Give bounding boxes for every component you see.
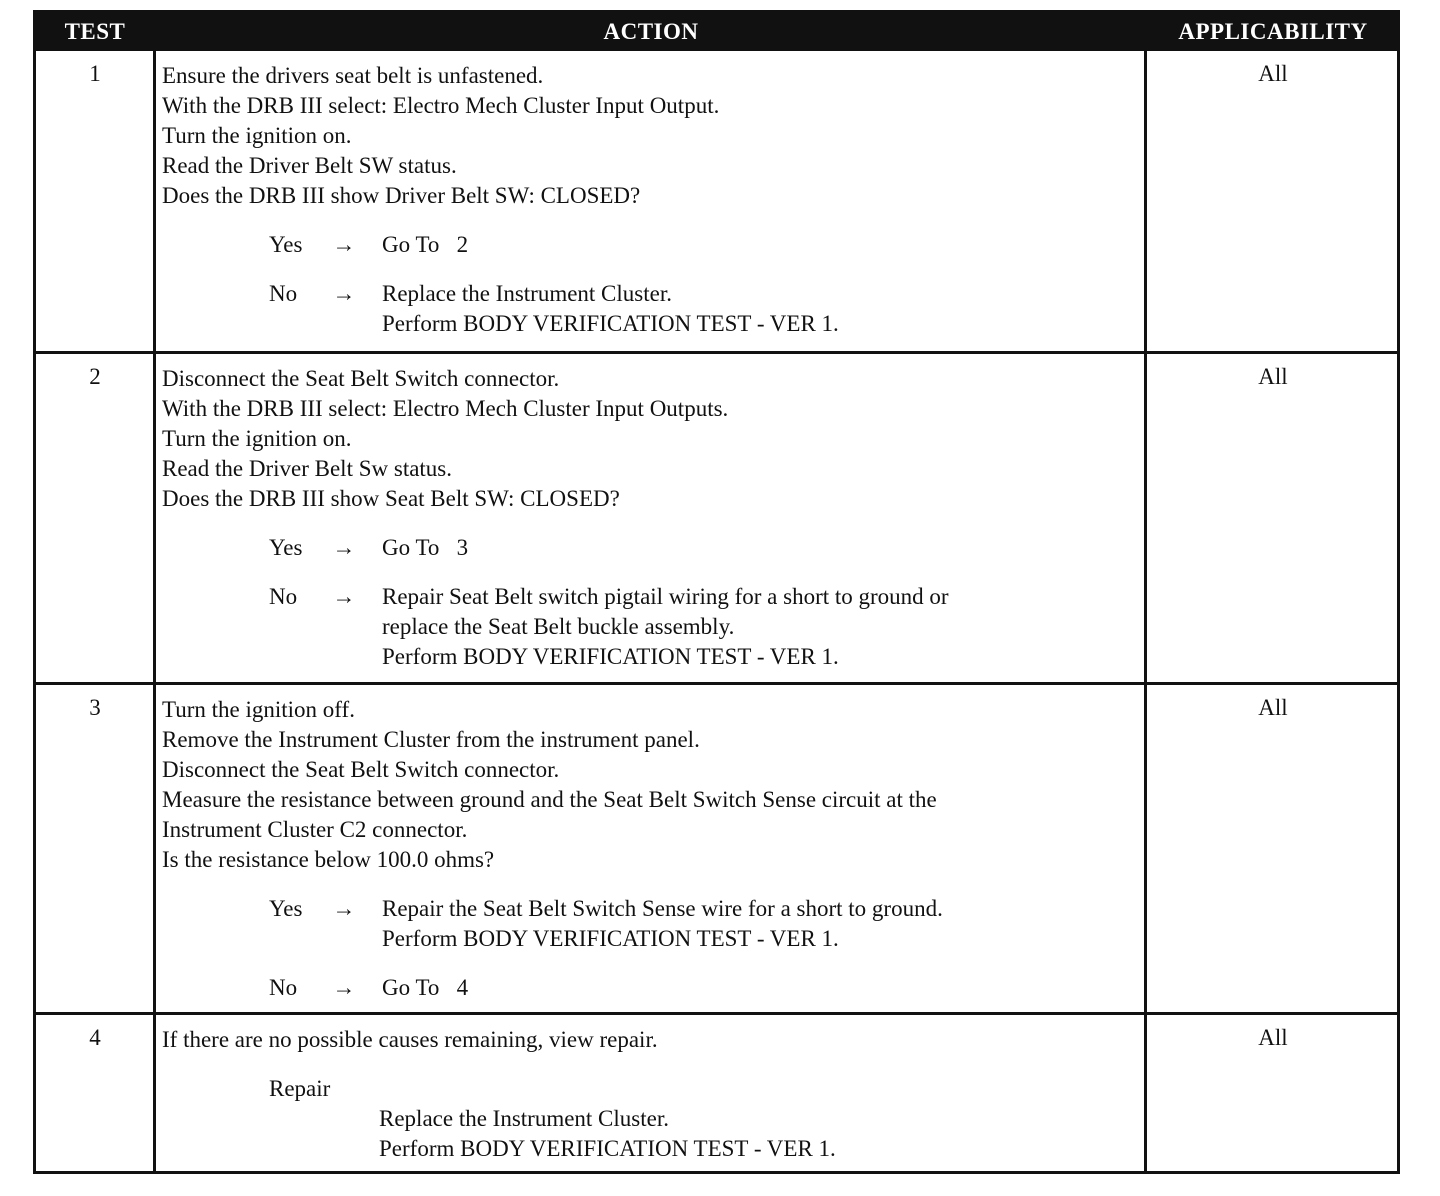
step-text: Does the DRB III show Seat Belt SW: CLOSED? xyxy=(162,486,620,511)
step-text: Turn the ignition on. xyxy=(162,426,352,451)
action-cell xyxy=(162,1025,1147,1164)
step-text: With the DRB III select: Electro Mech Cluster Input Output. xyxy=(162,93,720,118)
result-text: Perform BODY VERIFICATION TEST - VER 1. xyxy=(382,926,839,951)
yes-result xyxy=(162,230,1147,260)
yes-result xyxy=(162,894,1147,954)
no-label: No xyxy=(269,281,298,306)
step-text: Disconnect the Seat Belt Switch connector. xyxy=(162,757,560,782)
result-text: Replace the Instrument Cluster. xyxy=(382,281,672,306)
table-header xyxy=(36,13,1397,51)
no-result xyxy=(162,582,1147,672)
table-row xyxy=(36,354,1397,682)
right-arrow-icon: → xyxy=(332,281,356,306)
right-arrow-icon: → xyxy=(332,975,356,1000)
header-test: TEST xyxy=(64,19,126,44)
result-text: Perform BODY VERIFICATION TEST - VER 1. xyxy=(382,644,839,669)
table-row xyxy=(36,1015,1397,1171)
right-arrow-icon: → xyxy=(332,584,356,609)
yes-label: Yes xyxy=(269,535,303,560)
no-label: No xyxy=(269,975,298,1000)
no-label: No xyxy=(269,584,298,609)
step-text: Turn the ignition off. xyxy=(162,697,355,722)
step-text: With the DRB III select: Electro Mech Cluster Input Outputs. xyxy=(162,396,729,421)
step-text: If there are no possible causes remaining, view repair. xyxy=(162,1027,658,1052)
action-cell xyxy=(162,61,1147,339)
result-text: Repair the Seat Belt Switch Sense wire for a short to ground. xyxy=(382,896,943,921)
applicability-value: All xyxy=(1258,61,1288,86)
step-text: Disconnect the Seat Belt Switch connector. xyxy=(162,366,560,391)
diagnostic-test-table xyxy=(33,10,1400,1174)
no-result xyxy=(162,973,1147,1003)
step-text: Remove the Instrument Cluster from the instrument panel. xyxy=(162,727,700,752)
applicability-value: All xyxy=(1258,1025,1288,1050)
step-text: Instrument Cluster C2 connector. xyxy=(162,817,468,842)
step-text: Read the Driver Belt SW status. xyxy=(162,153,457,178)
result-text: replace the Seat Belt buckle assembly. xyxy=(382,614,735,639)
right-arrow-icon: → xyxy=(332,232,356,257)
table-row xyxy=(36,51,1397,351)
step-text: Turn the ignition on. xyxy=(162,123,352,148)
repair-body xyxy=(379,1104,1147,1164)
result-text: Repair Seat Belt switch pigtail wiring for a short to ground or xyxy=(382,584,949,609)
yes-label: Yes xyxy=(269,896,303,921)
table-row xyxy=(36,685,1397,1012)
step-text: Ensure the drivers seat belt is unfastened. xyxy=(162,63,544,88)
test-number: 3 xyxy=(89,695,101,720)
action-cell xyxy=(162,695,1147,1003)
step-text: Measure the resistance between ground and the Seat Belt Switch Sense circuit at the xyxy=(162,787,937,812)
header-action: ACTION xyxy=(603,19,699,44)
applicability-value: All xyxy=(1258,364,1288,389)
action-cell xyxy=(162,364,1147,672)
right-arrow-icon: → xyxy=(332,896,356,921)
step-text: Read the Driver Belt Sw status. xyxy=(162,456,453,481)
test-number: 2 xyxy=(89,364,101,389)
result-text: Go To 2 xyxy=(382,232,469,257)
repair-label: Repair xyxy=(269,1076,331,1101)
applicability-value: All xyxy=(1258,695,1288,720)
result-text: Replace the Instrument Cluster. xyxy=(379,1106,669,1131)
result-text: Go To 4 xyxy=(382,975,469,1000)
right-arrow-icon: → xyxy=(332,535,356,560)
step-text: Does the DRB III show Driver Belt SW: CLOSED? xyxy=(162,183,641,208)
header-applicability: APPLICABILITY xyxy=(1178,19,1368,44)
test-number: 4 xyxy=(89,1025,101,1050)
yes-label: Yes xyxy=(269,232,303,257)
result-text: Perform BODY VERIFICATION TEST - VER 1. xyxy=(382,311,839,336)
step-text: Is the resistance below 100.0 ohms? xyxy=(162,847,495,872)
test-number: 1 xyxy=(89,61,101,86)
yes-result xyxy=(162,533,1147,563)
no-result xyxy=(162,279,1147,339)
result-text: Go To 3 xyxy=(382,535,469,560)
result-text: Perform BODY VERIFICATION TEST - VER 1. xyxy=(379,1136,836,1161)
